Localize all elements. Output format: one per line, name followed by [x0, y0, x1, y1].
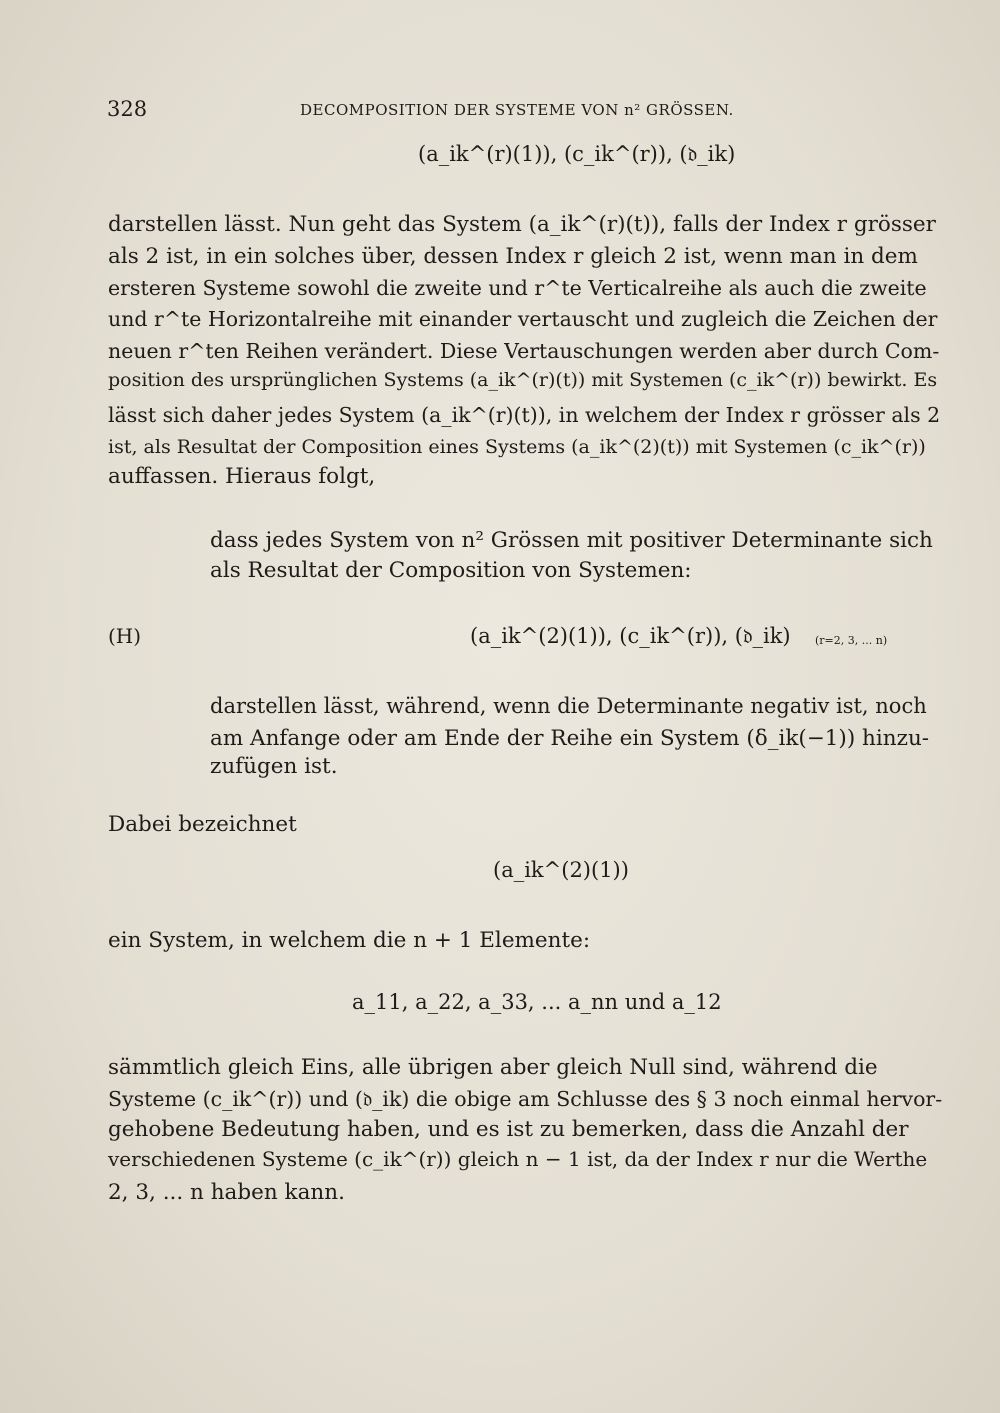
para2-line-1: sämmtlich gleich Eins, alle übrigen aber gleich Null sind, während die: [108, 1055, 878, 1080]
para2-line-3: gehobene Bedeutung haben, und es ist zu bemerken, dass die Anzahl der: [108, 1117, 909, 1142]
para1-line-1: darstellen lässt. Nun geht das System (a_ik^(r)(t)), falls der Index r grösser: [108, 212, 936, 237]
running-title: DECOMPOSITION DER SYSTEME VON n² GRÖSSEN.: [300, 101, 734, 119]
theorem-line-5: zufügen ist.: [210, 754, 338, 779]
para2-line-5: 2, 3, ... n haben kann.: [108, 1180, 345, 1205]
para2-line-2: Systeme (c_ik^(r)) und (𝔡_ik) die obige am Schlusse des § 3 noch einmal hervor-: [108, 1087, 943, 1111]
formula-elements: a_11, a_22, a_33, ... a_nn und a_12: [352, 990, 722, 1014]
formula-H: (a_ik^(2)(1)), (c_ik^(r)), (𝔡_ik): [470, 624, 791, 648]
theorem-line-1: dass jedes System von n² Grössen mit positiver Determinante sich: [210, 528, 933, 553]
formula-H-range: (r=2, 3, ... n): [815, 634, 888, 647]
formula-top: (a_ik^(r)(1)), (c_ik^(r)), (𝔡_ik): [418, 142, 736, 166]
para1-line-4: und r^te Horizontalreihe mit einander vertauscht und zugleich die Zeichen der: [108, 307, 938, 331]
ein-system-line: ein System, in welchem die n + 1 Elemente:: [108, 928, 591, 953]
dabei-line: Dabei bezeichnet: [108, 812, 297, 837]
para1-line-5: neuen r^ten Reihen verändert. Diese Vertauschungen werden aber durch Com-: [108, 339, 940, 363]
para1-line-7: lässt sich daher jedes System (a_ik^(r)(t)), in welchem der Index r grösser als 2: [108, 403, 941, 427]
para1-line-9: auffassen. Hieraus folgt,: [108, 464, 376, 489]
para1-line-3: ersteren Systeme sowohl die zweite und r^te Verticalreihe als auch die zweite: [108, 276, 927, 300]
theorem-line-3: darstellen lässt, während, wenn die Determinante negativ ist, noch: [210, 694, 927, 718]
para2-line-4: verschiedenen Systeme (c_ik^(r)) gleich n − 1 ist, da der Index r nur die Werthe: [108, 1147, 928, 1171]
para1-line-8: ist, als Resultat der Composition eines Systems (a_ik^(2)(t)) mit Systemen (c_ik^(r)): [108, 436, 926, 458]
theorem-line-4: am Anfange oder am Ende der Reihe ein System (δ_ik(−1)) hinzu-: [210, 726, 930, 751]
theorem-line-2: als Resultat der Composition von Systemen:: [210, 558, 692, 583]
equation-label-H: (H): [108, 624, 142, 648]
formula-mid: (a_ik^(2)(1)): [493, 858, 629, 882]
page-number: 328: [107, 97, 148, 121]
para1-line-6: position des ursprünglichen Systems (a_ik^(r)(t)) mit Systemen (c_ik^(r)) bewirkt. Es: [108, 369, 938, 391]
para1-line-2: als 2 ist, in ein solches über, dessen Index r gleich 2 ist, wenn man in dem: [108, 244, 918, 269]
